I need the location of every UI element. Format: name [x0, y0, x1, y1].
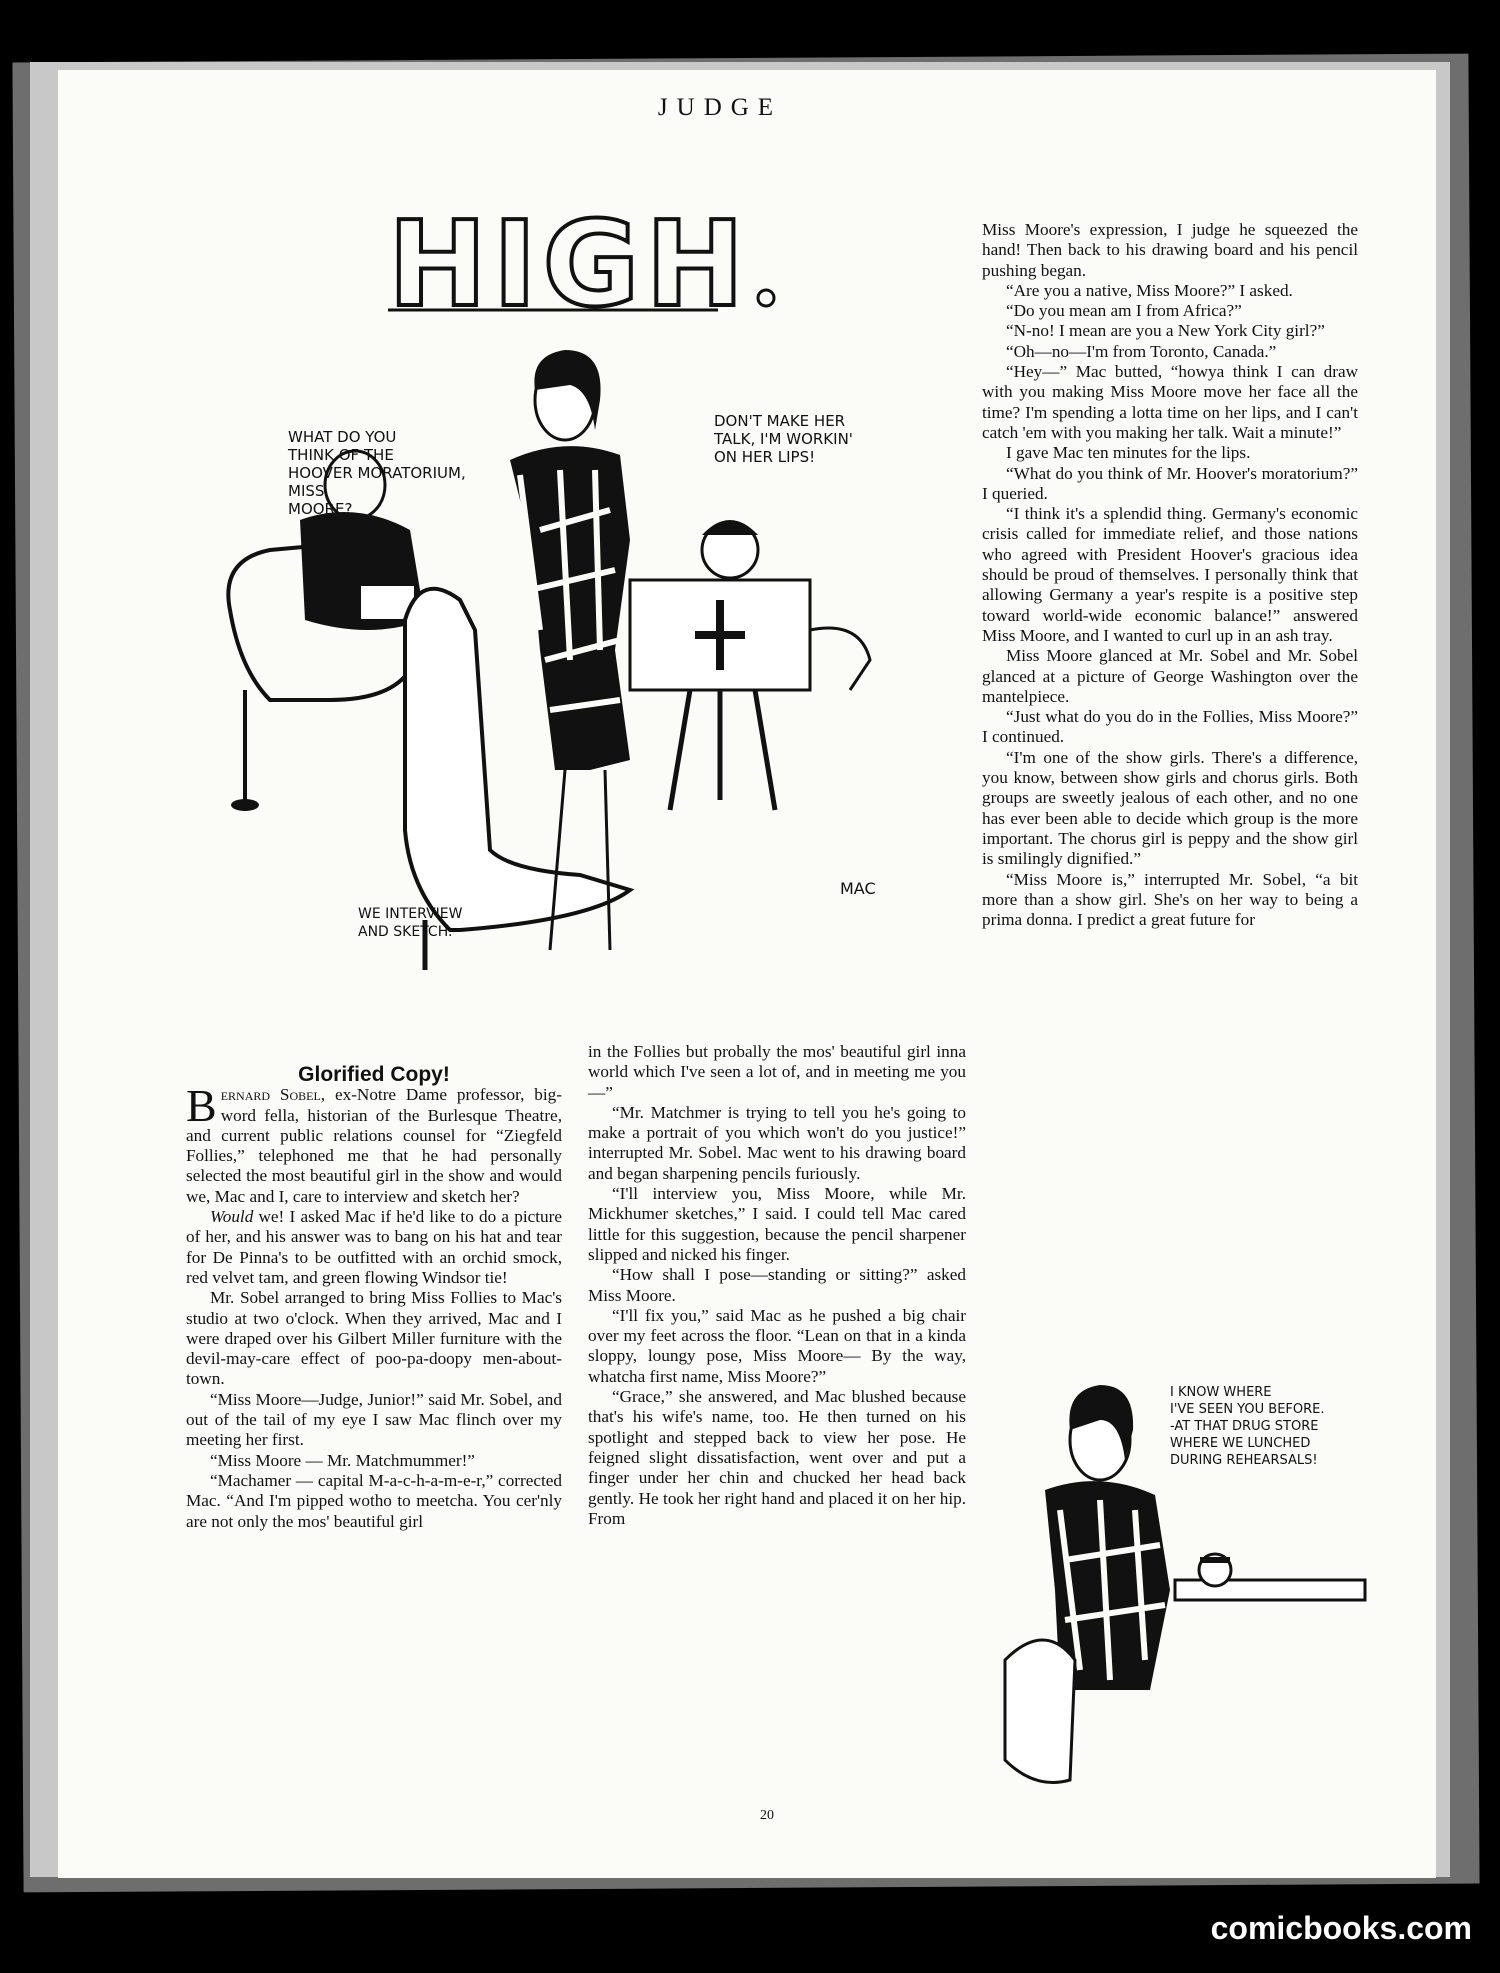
paragraph: “Miss Moore is,” interrupted Mr. Sobel, “a bit more than a show girl. She's on her way to being a prima donna. I predict a great future for: [982, 869, 1358, 930]
paragraph: “Oh—no—I'm from Toronto, Canada.”: [1006, 341, 1277, 361]
artist-signature: MAC: [840, 879, 876, 898]
article-column-2: [588, 1042, 966, 1529]
speech-balloon-reporter: WHAT DO YOU THINK OF THE HOOVER MORATORIUM, MISS MOORE?: [288, 428, 466, 518]
title-art-text: HIGH: [388, 210, 751, 320]
paragraph: “Machamer — capital M-a-c-h-a-m-e-r,” corrected Mac. “And I'm pipped wotho to meetcha. You cer'nly are not only the mos' beautiful girl: [186, 1470, 562, 1531]
paragraph: “I think it's a splendid thing. Germany's economic crisis called for immediate relief, and those nations who agreed with President Hoover's gracious idea should be proud of themselves. I personally think that allowing Germany a year's respite is a positive step toward world-wide economic balance!” answered Miss Moore, and I wanted to curl up in an ash tray.: [982, 504, 1358, 645]
paragraph: “Are you a native, Miss Moore?” I asked.: [1006, 280, 1293, 300]
paragraph: “Grace,” she answered, and Mac blushed because that's his wife's name, too. He then turned on his spotlight and stepped back to view her pose. He feigned slight dissatisfaction, went over and put a finger under her chin and chucked her head back gently. He took her right hand and placed it on her hip. From: [588, 1387, 966, 1528]
paragraph: “I'm one of the show girls. There's a difference, you know, between show girls and chorus girls. Both groups are sweetly jealous of each other, and no one has ever been able to decide which group is the more important. The chorus girl is peppy and the show girl is smilingly dignified.”: [982, 747, 1358, 869]
page-number: 20: [760, 1808, 774, 1823]
paragraph: “How shall I pose—standing or sitting?” asked Miss Moore.: [588, 1265, 966, 1305]
paragraph: “Hey—” Mac butted, “howya think I can draw with you making Miss Moore move her face all the time? I'm spending a lotta time on her lips, and I can't catch 'em with you making her talk. Wait a minute!”: [982, 362, 1358, 442]
article-column-3: [982, 220, 1358, 930]
site-watermark[interactable]: comicbooks.com: [1210, 1910, 1472, 1946]
illustration-caption: WE INTERVIEW AND SKETCH.: [358, 906, 463, 940]
paragraph: “N-no! I mean are you a New York City girl?”: [1006, 321, 1325, 341]
article-column-1: [186, 1065, 562, 1532]
lead-text: ex-Notre Dame professor, big-word fella, historian of the Burlesque Theatre, and current public relations counsel for “Ziegfeld Follies,” telephoned me that he had personally selected the most beautiful girl in the show and would we, Mac and I, care to interview and sketch her?: [186, 1085, 562, 1206]
paragraph: [186, 1207, 562, 1288]
paragraph: “Miss Moore—Judge, Junior!” said Mr. Sobel, and out of the tail of my eye I saw Mac flinch over my meeting her first.: [186, 1389, 562, 1450]
paragraph: “What do you think of Mr. Hoover's moratorium?” I queried.: [982, 463, 1358, 503]
paragraph: “I'll interview you, Miss Moore, while Mr. Mickhumer sketches,” I said. I could tell Mac cared little for this suggestion, because the pencil sharpener slipped and nicked his finger.: [588, 1184, 966, 1264]
paragraph: Miss Moore's expression, I judge he squeezed the hand! Then back to his drawing board and his pencil pushing began.: [982, 220, 1358, 280]
paragraph: “I'll fix you,” said Mac as he pushed a big chair over my feet across the floor. “Lean on that in a kinda sloppy, loungy pose, Miss Moore— By the way, whatcha first name, Miss Moore?”: [588, 1305, 966, 1386]
paragraph: “Just what do you do in the Follies, Miss Moore?” I continued.: [982, 707, 1358, 747]
paragraph: I gave Mac ten minutes for the lips.: [1006, 443, 1251, 463]
speech-balloon-drug-store: I KNOW WHERE I'VE SEEN YOU BEFORE. -AT THAT DRUG STORE WHERE WE LUNCHED DURING REHEARSALS!: [1170, 1385, 1325, 1468]
lead-smallcaps: ernard Sobel,: [220, 1085, 326, 1105]
paragraph: “Miss Moore — Mr. Matchmummer!”: [210, 1450, 475, 1470]
drop-cap: B: [186, 1080, 217, 1132]
title-art-high: [378, 210, 798, 320]
paragraph: “Do you mean am I from Africa?”: [1006, 301, 1242, 321]
paragraph: “Mr. Matchmer is trying to tell you he's going to make a portrait of you which won't do you justice!” interrupted Mr. Sobel. Mac went to his drawing board and began sharpening pencils furiously.: [588, 1102, 966, 1183]
italic-word: Would: [210, 1207, 254, 1227]
magazine-header: JUDGE: [657, 94, 783, 121]
paragraph-lead: [186, 1080, 562, 1207]
paragraph: in the Follies but probally the mos' beautiful girl inna world which I've seen a lot of, and in meeting me you—”: [588, 1042, 966, 1102]
paragraph-text: we! I asked Mac if he'd like to do a picture of her, and his answer was to bang on his hat and tear for De Pinna's to be outfitted with an orchid smock, red velvet tam, and green flowing Windsor tie!: [186, 1207, 562, 1287]
swirl-icon: [758, 290, 774, 306]
speech-balloon-artist: DON'T MAKE HER TALK, I'M WORKIN' ON HER LIPS!: [714, 412, 853, 466]
paragraph: Miss Moore glanced at Mr. Sobel and Mr. Sobel glanced at a picture of George Washington over the mantelpiece.: [982, 646, 1358, 706]
section-title: Glorified Copy!: [298, 1063, 450, 1086]
paragraph: Mr. Sobel arranged to bring Miss Follies to Mac's studio at two o'clock. When they arrived, Mac and I were draped over his Gilbert Miller furniture with the devil-may-care effect of poo-pa-doopy men-about-town.: [186, 1288, 562, 1389]
